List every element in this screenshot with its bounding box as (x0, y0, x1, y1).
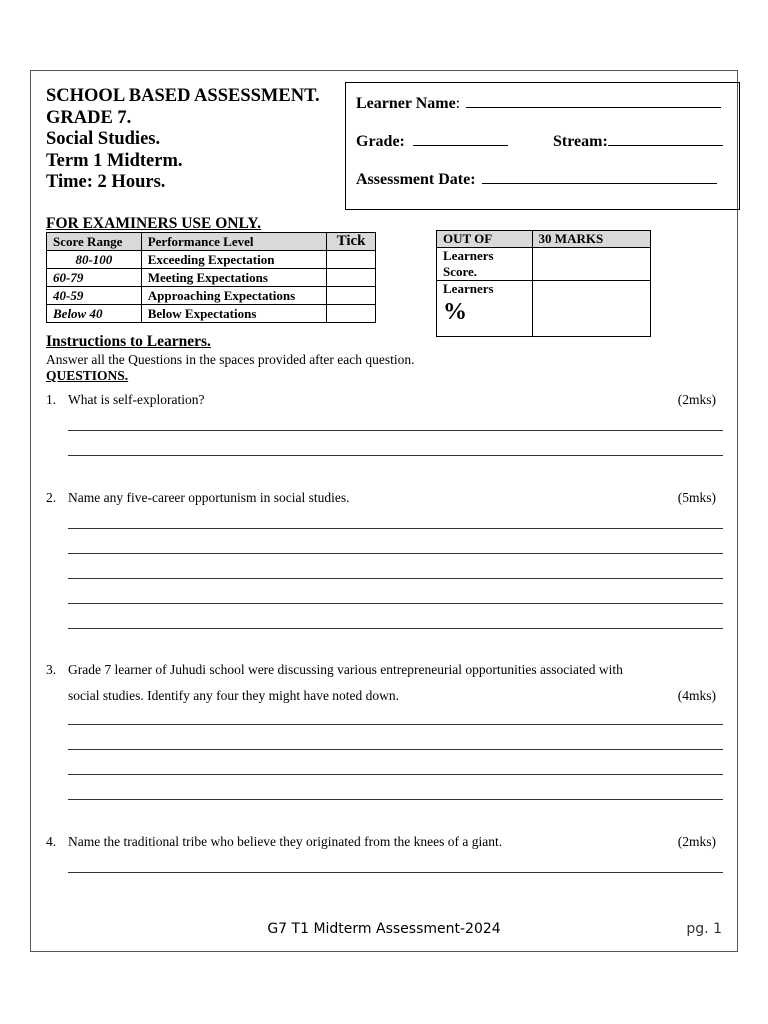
grade-label: Grade: (356, 133, 405, 150)
table-row (47, 287, 376, 305)
instructions-title: Instructions to Learners. (46, 333, 211, 350)
answer-line[interactable] (68, 749, 723, 750)
score-table-header (47, 233, 376, 251)
percent-symbol: % (443, 299, 467, 325)
answer-line[interactable] (68, 578, 723, 579)
learner-score-label (437, 248, 533, 281)
answer-line[interactable] (68, 724, 723, 725)
score-range-cell: Below 40 (47, 305, 142, 323)
date-row (356, 169, 717, 189)
question-marks: (4mks) (677, 688, 716, 703)
marks-table-header (437, 231, 651, 248)
learner-info-box (345, 82, 740, 210)
learner-name-row (356, 93, 721, 113)
question-number: 3. (46, 662, 57, 677)
learner-score-label-line1: Learners (443, 248, 494, 263)
question-number: 4. (46, 834, 57, 849)
tick-cell[interactable] (327, 287, 376, 305)
learner-name-colon: : (455, 95, 461, 112)
answer-line[interactable] (68, 455, 723, 456)
question-text-line2: social studies. Identify any four they might have noted down. (68, 688, 400, 703)
learner-score-row (437, 248, 651, 281)
grade-field[interactable] (413, 131, 508, 146)
answer-line[interactable] (68, 872, 723, 873)
question-text: What is self-exploration? (68, 392, 205, 407)
answer-line[interactable] (68, 799, 723, 800)
header-line-grade: GRADE 7. (46, 107, 132, 128)
performance-level-cell: Approaching Expectations (141, 287, 326, 305)
question-number: 2. (46, 490, 57, 505)
score-range-cell: 80-100 (47, 251, 142, 269)
examiners-title: FOR EXAMINERS USE ONLY. (46, 215, 262, 232)
assessment-header (46, 86, 320, 194)
footer-title: G7 T1 Midterm Assessment-2024 (267, 921, 501, 937)
question-text: Grade 7 learner of Juhudi school were discussing various entrepreneurial opportunities associated with (68, 662, 623, 677)
answer-line[interactable] (68, 528, 723, 529)
tick-cell[interactable] (327, 251, 376, 269)
learner-name-field[interactable] (466, 93, 721, 108)
table-row (47, 305, 376, 323)
performance-level-cell: Meeting Expectations (141, 269, 326, 287)
question-text: Name the traditional tribe who believe they originated from the knees of a giant. (68, 834, 503, 849)
question-text: Name any five-career opportunism in social studies. (68, 490, 350, 505)
total-marks-label: 30 MARKS (532, 231, 650, 248)
header-line-time: Time: 2 Hours. (46, 172, 166, 192)
answer-line[interactable] (68, 553, 723, 554)
learner-percent-label (437, 281, 533, 337)
performance-level-cell: Below Expectations (141, 305, 326, 323)
answer-line[interactable] (68, 774, 723, 775)
stream-field[interactable] (608, 131, 723, 146)
question-number: 1. (46, 392, 57, 407)
performance-level-header: Performance Level (141, 233, 326, 251)
score-range-cell: 40-59 (47, 287, 142, 305)
instructions-text: Answer all the Questions in the spaces provided after each question. (46, 352, 415, 367)
question-marks: (2mks) (677, 392, 716, 407)
table-row (47, 251, 376, 269)
learner-name-label: Learner Name (356, 95, 456, 112)
stream-label: Stream: (553, 133, 608, 150)
header-line-school: SCHOOL BASED ASSESSMENT. (46, 86, 320, 106)
marks-table (436, 230, 651, 337)
performance-level-cell: Exceeding Expectation (141, 251, 326, 269)
learner-percent-row (437, 281, 651, 337)
stream-row (553, 131, 723, 151)
answer-line[interactable] (68, 603, 723, 604)
assessment-date-field[interactable] (482, 169, 717, 184)
tick-header: Tick (327, 233, 376, 251)
question-marks: (5mks) (677, 490, 716, 505)
tick-cell[interactable] (327, 269, 376, 287)
learner-percent-field[interactable] (532, 281, 650, 337)
answer-line[interactable] (68, 628, 723, 629)
table-row (47, 269, 376, 287)
learner-percent-label-text: Learners (443, 281, 494, 296)
question-marks: (2mks) (677, 834, 716, 849)
learner-score-label-line2: Score. (443, 264, 478, 279)
score-range-cell: 60-79 (47, 269, 142, 287)
learner-score-field[interactable] (532, 248, 650, 281)
tick-cell[interactable] (327, 305, 376, 323)
header-line-term: Term 1 Midterm. (46, 150, 183, 171)
out-of-label: OUT OF (437, 231, 533, 248)
grade-row (356, 131, 508, 151)
score-range-header: Score Range (47, 233, 142, 251)
header-line-subject: Social Studies. (46, 129, 161, 149)
page-number: pg. 1 (686, 921, 722, 937)
questions-title: QUESTIONS. (46, 368, 129, 383)
answer-line[interactable] (68, 430, 723, 431)
score-table (46, 232, 376, 323)
assessment-date-label: Assessment Date: (356, 171, 476, 188)
